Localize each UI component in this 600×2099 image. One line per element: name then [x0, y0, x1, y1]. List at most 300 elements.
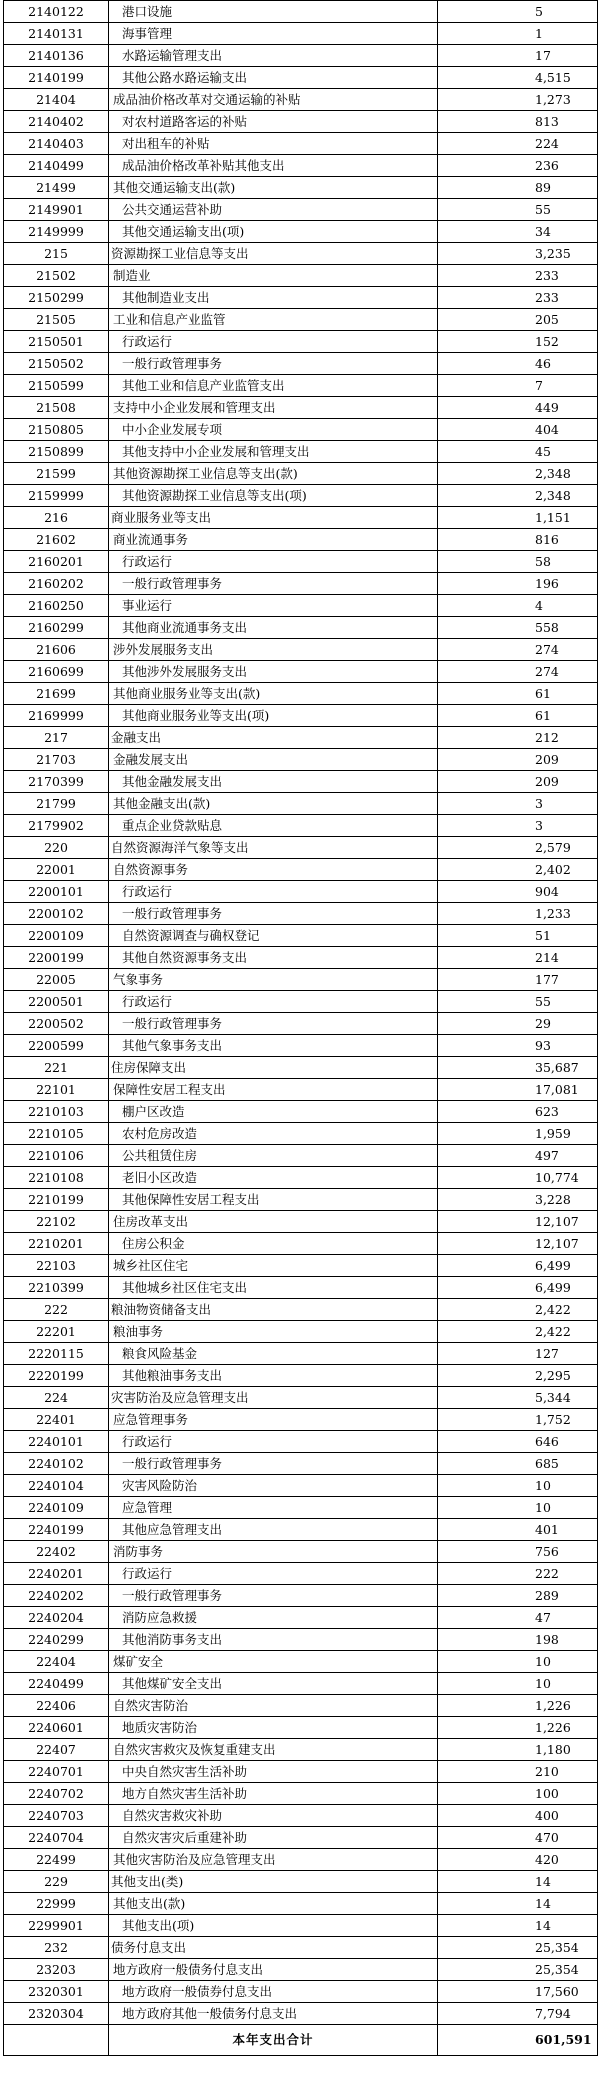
subject-code: 2240201	[4, 1563, 109, 1585]
amount-cell	[438, 1453, 598, 1475]
amount-cell	[438, 1761, 598, 1783]
table-row	[4, 23, 598, 45]
subject-code: 2150299	[4, 287, 109, 309]
subject-code: 2200199	[4, 947, 109, 969]
subject-code: 2210103	[4, 1101, 109, 1123]
amount-cell	[438, 1145, 598, 1167]
subject-name: 其他资源勘探工业信息等支出(款)	[109, 463, 438, 485]
table-row	[4, 1233, 598, 1255]
amount-cell	[438, 969, 598, 991]
subject-code: 22103	[4, 1255, 109, 1277]
table-row	[4, 1959, 598, 1981]
subject-code: 21499	[4, 177, 109, 199]
amount-value: 12,107	[535, 1236, 579, 1251]
subject-name: 粮油物资储备支出	[109, 1299, 438, 1321]
table-row	[4, 1497, 598, 1519]
table-row	[4, 1937, 598, 1959]
subject-code: 21799	[4, 793, 109, 815]
subject-code: 2160699	[4, 661, 109, 683]
amount-cell	[438, 1519, 598, 1541]
amount-value: 685	[535, 1456, 559, 1471]
subject-name: 其他涉外发展服务支出	[109, 661, 438, 683]
amount-value: 214	[535, 950, 559, 965]
subject-code: 2159999	[4, 485, 109, 507]
amount-cell	[438, 683, 598, 705]
subject-code: 2240703	[4, 1805, 109, 1827]
amount-value: 401	[535, 1522, 559, 1537]
amount-value: 10,774	[535, 1170, 579, 1185]
subject-code: 2179902	[4, 815, 109, 837]
subject-code: 220	[4, 837, 109, 859]
subject-name: 地方政府一般债券付息支出	[109, 1981, 438, 2003]
amount-cell	[438, 1893, 598, 1915]
amount-cell	[438, 1277, 598, 1299]
table-row	[4, 969, 598, 991]
total-label: 本年支出合计	[109, 2025, 438, 2056]
amount-value: 212	[535, 730, 559, 745]
amount-cell	[438, 661, 598, 683]
amount-value: 1,959	[535, 1126, 571, 1141]
table-row	[4, 1981, 598, 2003]
subject-name: 水路运输管理支出	[109, 45, 438, 67]
amount-value: 10	[535, 1654, 551, 1669]
table-row	[4, 1211, 598, 1233]
amount-cell	[438, 573, 598, 595]
subject-name: 自然资源调查与确权登记	[109, 925, 438, 947]
subject-code: 2149999	[4, 221, 109, 243]
amount-value: 4	[535, 598, 543, 613]
subject-code: 2240104	[4, 1475, 109, 1497]
amount-cell	[438, 925, 598, 947]
table-row	[4, 1277, 598, 1299]
subject-name: 商业流通事务	[109, 529, 438, 551]
amount-value: 756	[535, 1544, 559, 1559]
subject-code: 2140403	[4, 133, 109, 155]
amount-value: 46	[535, 356, 551, 371]
table-row	[4, 1189, 598, 1211]
amount-value: 3,235	[535, 246, 571, 261]
subject-code: 221	[4, 1057, 109, 1079]
subject-name: 其他工业和信息产业监管支出	[109, 375, 438, 397]
amount-value: 196	[535, 576, 559, 591]
amount-value: 152	[535, 334, 559, 349]
amount-cell	[438, 243, 598, 265]
amount-value: 35,687	[535, 1060, 579, 1075]
subject-code: 2320301	[4, 1981, 109, 2003]
amount-value: 420	[535, 1852, 559, 1867]
table-row	[4, 1893, 598, 1915]
table-row	[4, 1475, 598, 1497]
amount-cell	[438, 881, 598, 903]
subject-name: 对农村道路客运的补贴	[109, 111, 438, 133]
amount-cell	[438, 1717, 598, 1739]
amount-value: 209	[535, 752, 559, 767]
amount-cell	[438, 551, 598, 573]
amount-cell	[438, 1849, 598, 1871]
subject-code: 2210105	[4, 1123, 109, 1145]
table-row	[4, 881, 598, 903]
subject-code: 217	[4, 727, 109, 749]
subject-code: 2160299	[4, 617, 109, 639]
subject-code: 2200599	[4, 1035, 109, 1057]
amount-cell	[438, 1255, 598, 1277]
subject-name: 中小企业发展专项	[109, 419, 438, 441]
table-row	[4, 199, 598, 221]
amount-cell	[438, 177, 598, 199]
amount-cell	[438, 1189, 598, 1211]
subject-code: 22499	[4, 1849, 109, 1871]
table-row	[4, 133, 598, 155]
amount-value: 10	[535, 1500, 551, 1515]
subject-code: 2150899	[4, 441, 109, 463]
table-row	[4, 2003, 598, 2025]
table-row	[4, 265, 598, 287]
table-row	[4, 375, 598, 397]
subject-name: 其他金融支出(款)	[109, 793, 438, 815]
subject-code: 2320304	[4, 2003, 109, 2025]
subject-code: 2220199	[4, 1365, 109, 1387]
total-row	[4, 2025, 598, 2056]
subject-code: 2140131	[4, 23, 109, 45]
subject-name: 保障性安居工程支出	[109, 1079, 438, 1101]
amount-cell	[438, 771, 598, 793]
table-row	[4, 749, 598, 771]
subject-code: 216	[4, 507, 109, 529]
table-row	[4, 331, 598, 353]
amount-value: 224	[535, 136, 559, 151]
amount-value: 6,499	[535, 1258, 571, 1273]
amount-value: 25,354	[535, 1962, 579, 1977]
subject-name: 其他支出(类)	[109, 1871, 438, 1893]
amount-cell	[438, 1387, 598, 1409]
amount-value: 2,348	[535, 488, 571, 503]
table-row	[4, 1255, 598, 1277]
subject-name: 支持中小企业发展和管理支出	[109, 397, 438, 419]
total-amount: 601,591	[535, 2032, 592, 2047]
subject-name: 其他粮油事务支出	[109, 1365, 438, 1387]
subject-name: 一般行政管理事务	[109, 1013, 438, 1035]
amount-cell	[438, 397, 598, 419]
amount-cell	[438, 529, 598, 551]
amount-cell	[438, 639, 598, 661]
amount-cell	[438, 1321, 598, 1343]
amount-cell	[438, 1695, 598, 1717]
table-row	[4, 1167, 598, 1189]
amount-cell	[438, 67, 598, 89]
table-row	[4, 45, 598, 67]
subject-code: 2160201	[4, 551, 109, 573]
amount-value: 47	[535, 1610, 551, 1625]
amount-value: 17,560	[535, 1984, 579, 1999]
table-row	[4, 1695, 598, 1717]
amount-value: 2,295	[535, 1368, 571, 1383]
amount-value: 274	[535, 664, 559, 679]
subject-code: 21404	[4, 89, 109, 111]
amount-value: 2,422	[535, 1324, 571, 1339]
amount-cell	[438, 1629, 598, 1651]
subject-code: 2160202	[4, 573, 109, 595]
subject-code: 2150805	[4, 419, 109, 441]
subject-code: 2240702	[4, 1783, 109, 1805]
table-row	[4, 1, 598, 23]
subject-code: 2240101	[4, 1431, 109, 1453]
subject-name: 其他自然资源事务支出	[109, 947, 438, 969]
subject-name: 住房公积金	[109, 1233, 438, 1255]
amount-value: 5	[535, 4, 543, 19]
subject-code: 21505	[4, 309, 109, 331]
table-row	[4, 1805, 598, 1827]
subject-code: 222	[4, 1299, 109, 1321]
subject-name: 行政运行	[109, 991, 438, 1013]
subject-name: 地方政府一般债务付息支出	[109, 1959, 438, 1981]
amount-cell	[438, 1805, 598, 1827]
subject-name: 其他煤矿安全支出	[109, 1673, 438, 1695]
amount-value: 1,752	[535, 1412, 571, 1427]
amount-cell	[438, 1739, 598, 1761]
amount-value: 497	[535, 1148, 559, 1163]
amount-cell	[438, 1409, 598, 1431]
subject-name: 一般行政管理事务	[109, 1585, 438, 1607]
amount-cell	[438, 441, 598, 463]
table-row	[4, 551, 598, 573]
amount-cell	[438, 1475, 598, 1497]
amount-value: 51	[535, 928, 551, 943]
amount-value: 177	[535, 972, 559, 987]
subject-name: 灾害防治及应急管理支出	[109, 1387, 438, 1409]
amount-cell	[438, 1585, 598, 1607]
amount-value: 289	[535, 1588, 559, 1603]
subject-code: 2240601	[4, 1717, 109, 1739]
subject-code: 21703	[4, 749, 109, 771]
subject-name: 对出租车的补贴	[109, 133, 438, 155]
amount-cell	[438, 45, 598, 67]
total-amount-cell	[438, 2025, 598, 2056]
subject-code: 2240102	[4, 1453, 109, 1475]
table-row	[4, 793, 598, 815]
subject-name: 自然灾害灾后重建补助	[109, 1827, 438, 1849]
subject-code: 2240704	[4, 1827, 109, 1849]
amount-value: 449	[535, 400, 559, 415]
subject-code: 2210399	[4, 1277, 109, 1299]
amount-cell	[438, 1937, 598, 1959]
table-row	[4, 1915, 598, 1937]
subject-code: 2299901	[4, 1915, 109, 1937]
amount-value: 1,226	[535, 1720, 571, 1735]
table-row	[4, 353, 598, 375]
table-row	[4, 111, 598, 133]
amount-value: 61	[535, 708, 551, 723]
table-row	[4, 507, 598, 529]
subject-code: 22401	[4, 1409, 109, 1431]
table-row	[4, 705, 598, 727]
subject-name: 灾害风险防治	[109, 1475, 438, 1497]
table-row	[4, 397, 598, 419]
table-row	[4, 1057, 598, 1079]
amount-value: 7,794	[535, 2006, 571, 2021]
amount-cell	[438, 1123, 598, 1145]
amount-value: 198	[535, 1632, 559, 1647]
amount-value: 233	[535, 268, 559, 283]
amount-cell	[438, 595, 598, 617]
subject-name: 港口设施	[109, 1, 438, 23]
subject-name: 其他公路水路运输支出	[109, 67, 438, 89]
amount-value: 10	[535, 1478, 551, 1493]
subject-name: 粮油事务	[109, 1321, 438, 1343]
table-row	[4, 243, 598, 265]
amount-cell	[438, 1, 598, 23]
subject-code: 2210108	[4, 1167, 109, 1189]
subject-code: 224	[4, 1387, 109, 1409]
amount-value: 646	[535, 1434, 559, 1449]
table-row	[4, 1321, 598, 1343]
table-row	[4, 463, 598, 485]
amount-cell	[438, 947, 598, 969]
subject-code: 22101	[4, 1079, 109, 1101]
subject-name: 煤矿安全	[109, 1651, 438, 1673]
amount-cell	[438, 1013, 598, 1035]
table-row	[4, 1145, 598, 1167]
subject-name: 工业和信息产业监管	[109, 309, 438, 331]
subject-name: 自然灾害防治	[109, 1695, 438, 1717]
subject-name: 资源勘探工业信息等支出	[109, 243, 438, 265]
amount-cell	[438, 1365, 598, 1387]
table-row	[4, 309, 598, 331]
subject-name: 其他灾害防治及应急管理支出	[109, 1849, 438, 1871]
amount-cell	[438, 485, 598, 507]
subject-name: 自然灾害救灾补助	[109, 1805, 438, 1827]
amount-cell	[438, 221, 598, 243]
table-row	[4, 441, 598, 463]
subject-code: 2160250	[4, 595, 109, 617]
subject-name: 其他交通运输支出(项)	[109, 221, 438, 243]
amount-value: 61	[535, 686, 551, 701]
subject-code: 22005	[4, 969, 109, 991]
amount-value: 17	[535, 48, 551, 63]
subject-name: 地方政府其他一般债务付息支出	[109, 2003, 438, 2025]
subject-code: 2200502	[4, 1013, 109, 1035]
subject-name: 其他支持中小企业发展和管理支出	[109, 441, 438, 463]
table-row	[4, 221, 598, 243]
table-row	[4, 947, 598, 969]
subject-name: 老旧小区改造	[109, 1167, 438, 1189]
subject-code: 2140136	[4, 45, 109, 67]
subject-name: 其他保障性安居工程支出	[109, 1189, 438, 1211]
table-row	[4, 1035, 598, 1057]
amount-value: 17,081	[535, 1082, 579, 1097]
amount-value: 210	[535, 1764, 559, 1779]
subject-name: 农村危房改造	[109, 1123, 438, 1145]
subject-code: 21599	[4, 463, 109, 485]
amount-cell	[438, 1035, 598, 1057]
amount-cell	[438, 749, 598, 771]
amount-cell	[438, 1343, 598, 1365]
amount-cell	[438, 1497, 598, 1519]
amount-value: 25,354	[535, 1940, 579, 1955]
table-row	[4, 1013, 598, 1035]
subject-name: 债务付息支出	[109, 1937, 438, 1959]
table-row	[4, 1849, 598, 1871]
amount-value: 222	[535, 1566, 559, 1581]
table-row	[4, 903, 598, 925]
table-row	[4, 1431, 598, 1453]
table-row	[4, 1651, 598, 1673]
table-row	[4, 1607, 598, 1629]
subject-name: 一般行政管理事务	[109, 1453, 438, 1475]
subject-name: 涉外发展服务支出	[109, 639, 438, 661]
subject-code: 2240202	[4, 1585, 109, 1607]
subject-name: 地方自然灾害生活补助	[109, 1783, 438, 1805]
subject-code: 2240109	[4, 1497, 109, 1519]
subject-code: 2240199	[4, 1519, 109, 1541]
amount-cell	[438, 815, 598, 837]
table-row	[4, 859, 598, 881]
subject-code: 22404	[4, 1651, 109, 1673]
amount-cell	[438, 1057, 598, 1079]
subject-name: 其他商业服务业等支出(项)	[109, 705, 438, 727]
table-row	[4, 1827, 598, 1849]
subject-code: 2200102	[4, 903, 109, 925]
table-row	[4, 683, 598, 705]
amount-value: 3	[535, 796, 543, 811]
amount-value: 3	[535, 818, 543, 833]
amount-cell	[438, 1827, 598, 1849]
amount-value: 209	[535, 774, 559, 789]
amount-cell	[438, 463, 598, 485]
subject-name: 其他制造业支出	[109, 287, 438, 309]
amount-value: 14	[535, 1896, 551, 1911]
amount-cell	[438, 903, 598, 925]
subject-code: 23203	[4, 1959, 109, 1981]
subject-code: 2200501	[4, 991, 109, 1013]
table-row	[4, 485, 598, 507]
amount-value: 233	[535, 290, 559, 305]
table-row	[4, 1519, 598, 1541]
subject-name: 应急管理	[109, 1497, 438, 1519]
amount-value: 2,422	[535, 1302, 571, 1317]
amount-cell	[438, 1167, 598, 1189]
table-row	[4, 1629, 598, 1651]
subject-name: 一般行政管理事务	[109, 903, 438, 925]
subject-name: 自然资源海洋气象等支出	[109, 837, 438, 859]
amount-value: 3,228	[535, 1192, 571, 1207]
subject-name: 公共租赁住房	[109, 1145, 438, 1167]
subject-name: 公共交通运营补助	[109, 199, 438, 221]
amount-cell	[438, 1651, 598, 1673]
table-row	[4, 177, 598, 199]
subject-code: 2170399	[4, 771, 109, 793]
amount-cell	[438, 837, 598, 859]
subject-name: 气象事务	[109, 969, 438, 991]
subject-name: 中央自然灾害生活补助	[109, 1761, 438, 1783]
subject-code: 2210106	[4, 1145, 109, 1167]
subject-name: 其他商业流通事务支出	[109, 617, 438, 639]
subject-code: 2240204	[4, 1607, 109, 1629]
table-row	[4, 595, 598, 617]
subject-code: 21508	[4, 397, 109, 419]
amount-cell	[438, 991, 598, 1013]
table-row	[4, 1563, 598, 1585]
table-row	[4, 1409, 598, 1431]
amount-value: 813	[535, 114, 559, 129]
table-row	[4, 1299, 598, 1321]
subject-name: 成品油价格改革补贴其他支出	[109, 155, 438, 177]
amount-value: 58	[535, 554, 551, 569]
subject-name: 住房改革支出	[109, 1211, 438, 1233]
subject-name: 行政运行	[109, 1431, 438, 1453]
amount-cell	[438, 265, 598, 287]
subject-code: 21699	[4, 683, 109, 705]
amount-value: 4,515	[535, 70, 571, 85]
